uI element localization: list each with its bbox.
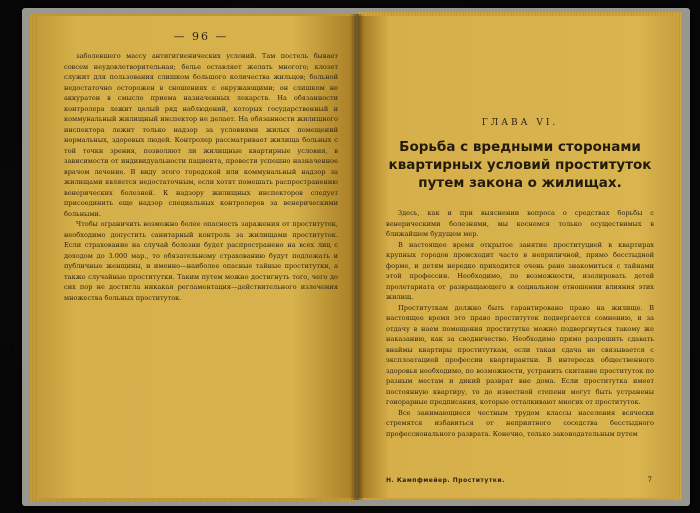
chapter-label: ГЛАВА VI.: [481, 118, 559, 128]
paragraph: Здесь, как и при выяснении вопроса о средствах борьбы с венерическими болезнями, мы коснемся только осуществимых в ближайшем будущем мер.: [386, 209, 654, 238]
chapter-title: Борьба с вредными сторонами квартирных условий проституток путем закона о жилищах.: [388, 139, 652, 191]
paragraph: В настоящее время открытое занятие проституцией в квартирах крупных городов происходит часто в неприличной, прямо бесстыдной форме, и детям нередко приходится очень рано знакомиться с тайнами этой профессии. Необходимо, по возможности, изолировать детей пролетариата от развращающего в социальном отношении влияния этих жилищ.: [386, 240, 654, 301]
paragraph: Проституткам должно быть гарантировано право на жилище. В настоящее время это право проституток подвергается сомнению, и за отдачу в наем помещения проститутке можно подвергнуться такому же наказанию, как за сводничество. Необходимо прямо разрешить сдавать внаймы квартиры проституткам, если такая сдача не связывается с эксплоатацией профессии квартирантки. В интересах общественного здоровья необходимо, по возможности, устранить скитание проституток по разным местам и дикий разврат вне дома. Если проститутка имеет постоянную квартиру, то до известной степени могут быть устранены гонорарные предписания, которые отталкивают многих от проституток.: [386, 303, 654, 406]
right-page-text: [386, 208, 654, 439]
paragraph: заболевшего массу антигигиенических условий. Там постель бывает совсем неудовлетворительная; белье оставляет желать многого; клозет служит для пользования слишком большого количества жильцов; больной недостаточно осторожен в сношениях с окружающими; он слишком не аккуратен в смысле приема назначенных лекарств. На обязанности контролера лежит целый ряд наблюдений, которых государственный и коммунальный жилищный инспектор не делает. На обязанности жилищного инспектора лежит только надзор за условиями жилых помещений нормальных, здоровых людей. Контролер рассматривает жилища больных с той точки зрения, позволяют ли жилищные квартирные условия, в зависимости от индивидуальности пациента, провести успешно назначенное врачом лечение. В виду этого городской или коммунальный надзор за жилищами является недостаточным, если хотят помешать распространению венерических болезней. К надзору жилищных инспекторов следует присоединить еще надзор специальных контролеров за венерическими больными.: [64, 52, 338, 218]
right-page: [358, 16, 676, 498]
paragraph: Чтобы ограничить возможно более опасность заражения от проституток, необходимо допустить санитарный контроль за жилищами проституток. Если страхование на случай болезни будет распространено на всех лиц с доходом до 3.000 мар., то обязательному страхованию будут подлежать и публичные женщины, и именно—наиболее опасные тайные проститутки, а также случайные проститутки. Таким путем можно достигнуть того, чего до сих пор не достигла никакая регламентация—действительного излечения множества больных проституток.: [64, 220, 338, 302]
left-page: [38, 16, 356, 498]
page-footer: Н. Кампфмейер. Проститутки.: [386, 477, 505, 484]
book-gutter: [350, 14, 364, 500]
left-page-text: [64, 51, 338, 303]
signature-mark: 7: [647, 476, 652, 484]
page-number: — 96 —: [173, 30, 229, 43]
paragraph: Все занимающиеся честным трудом классы населения всячески стремятся избавиться от неприятного соседства бесстыдного профессионального разврата. Конечно, только законодательным путем: [386, 408, 654, 438]
